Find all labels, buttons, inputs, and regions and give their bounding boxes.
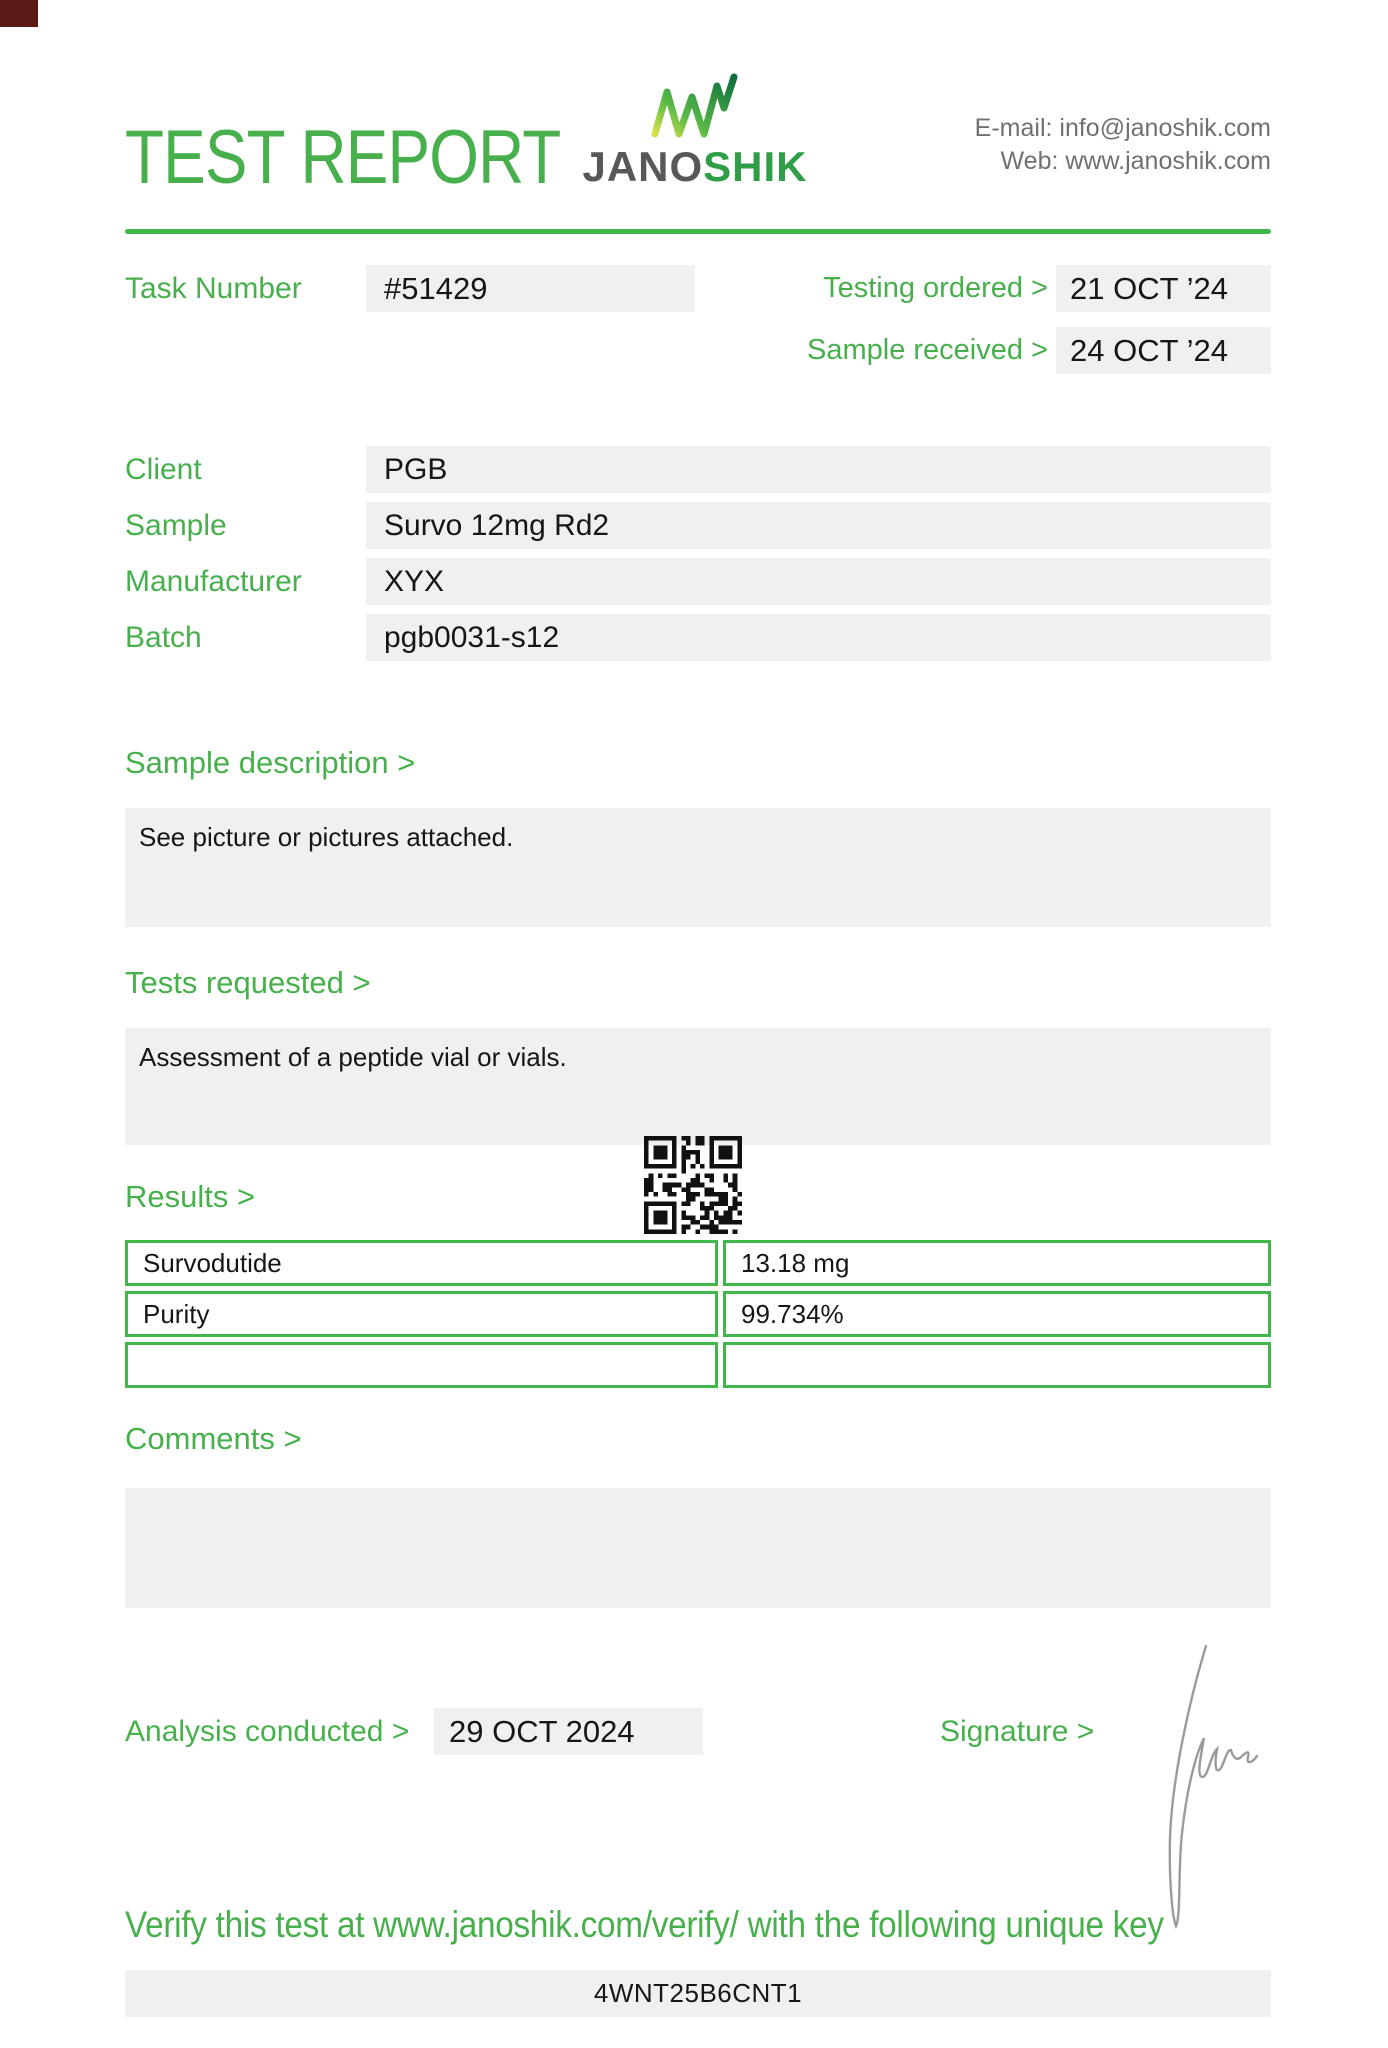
batch-value: pgb0031-s12 <box>366 614 1271 661</box>
verify-text: Verify this test at www.janoshik.com/verify/ with the following unique key <box>125 1904 1164 1945</box>
results-heading: Results > <box>125 1179 256 1214</box>
logo-text-jano: JANO <box>582 143 704 190</box>
unique-key-value: 4WNT25B6CNT1 <box>125 1970 1271 2017</box>
result-name-cell: Purity <box>125 1291 718 1337</box>
table-row <box>125 1240 1271 1286</box>
results-table <box>120 1235 1276 1393</box>
analysis-date-value: 29 OCT 2024 <box>434 1708 703 1755</box>
logo-text-shik: SHIK <box>703 143 808 190</box>
sample-label: Sample <box>125 509 227 542</box>
qr-code <box>644 1136 742 1234</box>
task-number-label: Task Number <box>125 272 302 305</box>
janoshik-logo-icon <box>650 72 738 145</box>
batch-label: Batch <box>125 621 202 654</box>
contact-email: E-mail: info@janoshik.com <box>974 114 1271 142</box>
result-name-cell <box>125 1342 718 1388</box>
manufacturer-value: XYX <box>366 558 1271 605</box>
client-value: PGB <box>366 446 1271 493</box>
page-title: TEST REPORT <box>125 115 561 200</box>
signature-label: Signature > <box>940 1715 1095 1748</box>
client-label: Client <box>125 453 202 486</box>
analysis-conducted-label: Analysis conducted > <box>125 1715 410 1748</box>
header-divider <box>125 229 1271 234</box>
table-row <box>125 1291 1271 1337</box>
janoshik-logo-wordmark <box>565 143 825 190</box>
tests-requested-heading: Tests requested > <box>125 965 371 1000</box>
tests-requested-box: Assessment of a peptide vial or vials. <box>125 1028 1271 1145</box>
sample-received-label: Sample received > <box>807 334 1048 366</box>
sample-description-heading: Sample description > <box>125 745 416 780</box>
testing-ordered-label: Testing ordered > <box>823 272 1048 304</box>
sample-description-box: See picture or pictures attached. <box>125 808 1271 927</box>
testing-ordered-value: 21 OCT ’24 <box>1056 265 1271 312</box>
comments-box <box>125 1488 1271 1608</box>
sample-value: Survo 12mg Rd2 <box>366 502 1271 549</box>
result-name-cell: Survodutide <box>125 1240 718 1286</box>
table-row <box>125 1342 1271 1388</box>
task-number-value: #51429 <box>366 265 695 312</box>
comments-heading: Comments > <box>125 1421 302 1456</box>
scan-corner-artifact <box>0 0 38 27</box>
sample-received-value: 24 OCT ’24 <box>1056 327 1271 374</box>
manufacturer-label: Manufacturer <box>125 565 302 598</box>
contact-web: Web: www.janoshik.com <box>1000 146 1271 175</box>
contact-info <box>975 112 1271 177</box>
result-value-cell <box>723 1342 1271 1388</box>
result-value-cell: 99.734% <box>723 1291 1271 1337</box>
result-value-cell: 13.18 mg <box>723 1240 1271 1286</box>
